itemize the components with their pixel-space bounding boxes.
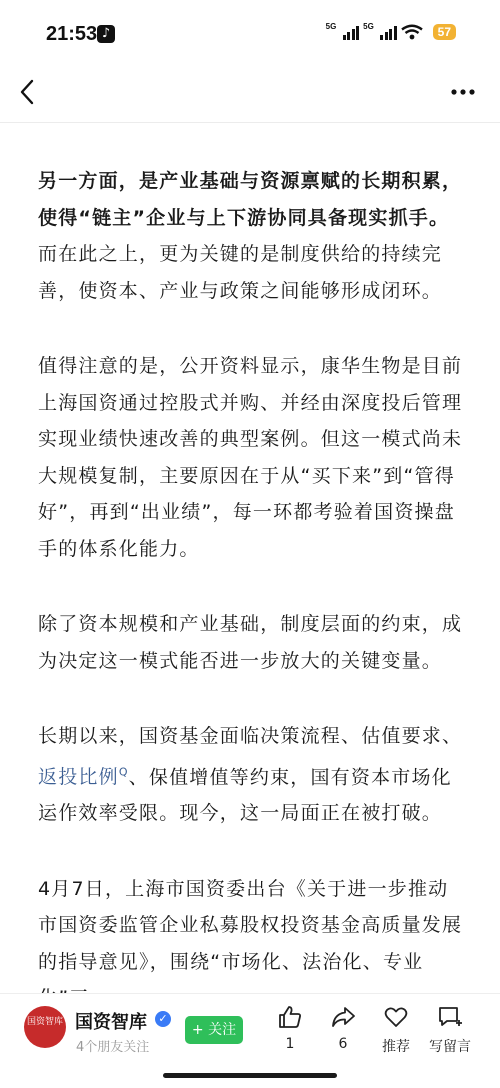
recommend-button[interactable] [366,1004,426,1056]
avatar[interactable] [24,1006,66,1048]
share-count: 6 [338,1036,348,1052]
article-paragraph: 除了资本规模和产业基础，制度层面的约束，成为决定这一模式能否进一步放大的关键变量。 [38,613,463,672]
article-paragraph: 值得注意的是，公开资料显示，康华生物是目前上海国资通过控股式并购、并经由深度投后管理实现业绩快速改善的典型案例。但这一模式尚未大规模复制，主要原因在于从“买下来”到“管得好”，再到“出业绩”，每一环都考验着国资操盘手的体系化能力。 [38,355,463,560]
signal-icon [363,24,397,40]
article-paragraph [38,718,464,832]
search-link[interactable] [38,766,129,788]
article-body [38,163,464,1056]
recommend-label: 推荐 [382,1039,410,1055]
comment-icon [437,1004,463,1030]
share-button[interactable] [313,1004,373,1052]
wifi-icon [401,24,423,40]
verified-badge-icon: ✓ [155,1011,171,1027]
status-bar [0,0,500,66]
status-indicators [326,24,456,40]
search-link-text[interactable]: 返投比例 [38,765,119,788]
comment-button[interactable] [420,1004,480,1056]
avatar-logo-text: 国资智库 [26,1017,63,1027]
comment-label: 写留言 [429,1039,471,1055]
home-indicator[interactable] [163,1073,337,1078]
like-count: 1 [285,1036,295,1052]
paragraph-text: 长期以来，国资基金面临决策流程、估值要求、 [38,725,463,747]
paragraph-text: 、保值增值等约束，国有资本市场化运作效率受限。现今，这一局面正在被打破。 [38,765,452,825]
article-paragraph [38,163,464,309]
top-navigation-bar [0,66,500,123]
status-time: 21:53 [46,23,98,45]
back-arrow-icon[interactable] [16,78,40,106]
account-name[interactable]: 国资智库 [75,1012,147,1033]
paragraph-text: 而在此之上，更为关键的是制度供给的持续完善，使资本、产业与政策之间能够形成闭环。 [38,243,443,302]
bold-text: 另一方面，是产业基础与资源禀赋的长期积累，使得“链主”企业与上下游协同具备现实抓手。 [38,170,463,229]
battery-indicator: 57 [433,24,456,40]
friends-following-count: 4个朋友关注 [76,1040,150,1055]
follow-button[interactable]: + 关注 [185,1016,243,1044]
network-type-label: 5G [363,22,374,31]
search-icon[interactable]: Q [118,765,129,779]
signal-icon [326,24,360,40]
share-arrow-icon [330,1004,356,1030]
more-dots-icon[interactable] [450,88,476,96]
like-button[interactable] [260,1004,320,1052]
tiktok-icon: ♪ [97,25,115,43]
article-paragraph: 4月7日，上海市国资委出台《关于进一步推动市国资委监管企业私募股权投资基金高质量发展的指导意见》，围绕“市场化、法治化、专业 [38,877,463,973]
thumbs-up-icon [277,1004,303,1030]
network-type-label: 5G [325,22,337,31]
heart-icon [383,1004,409,1030]
